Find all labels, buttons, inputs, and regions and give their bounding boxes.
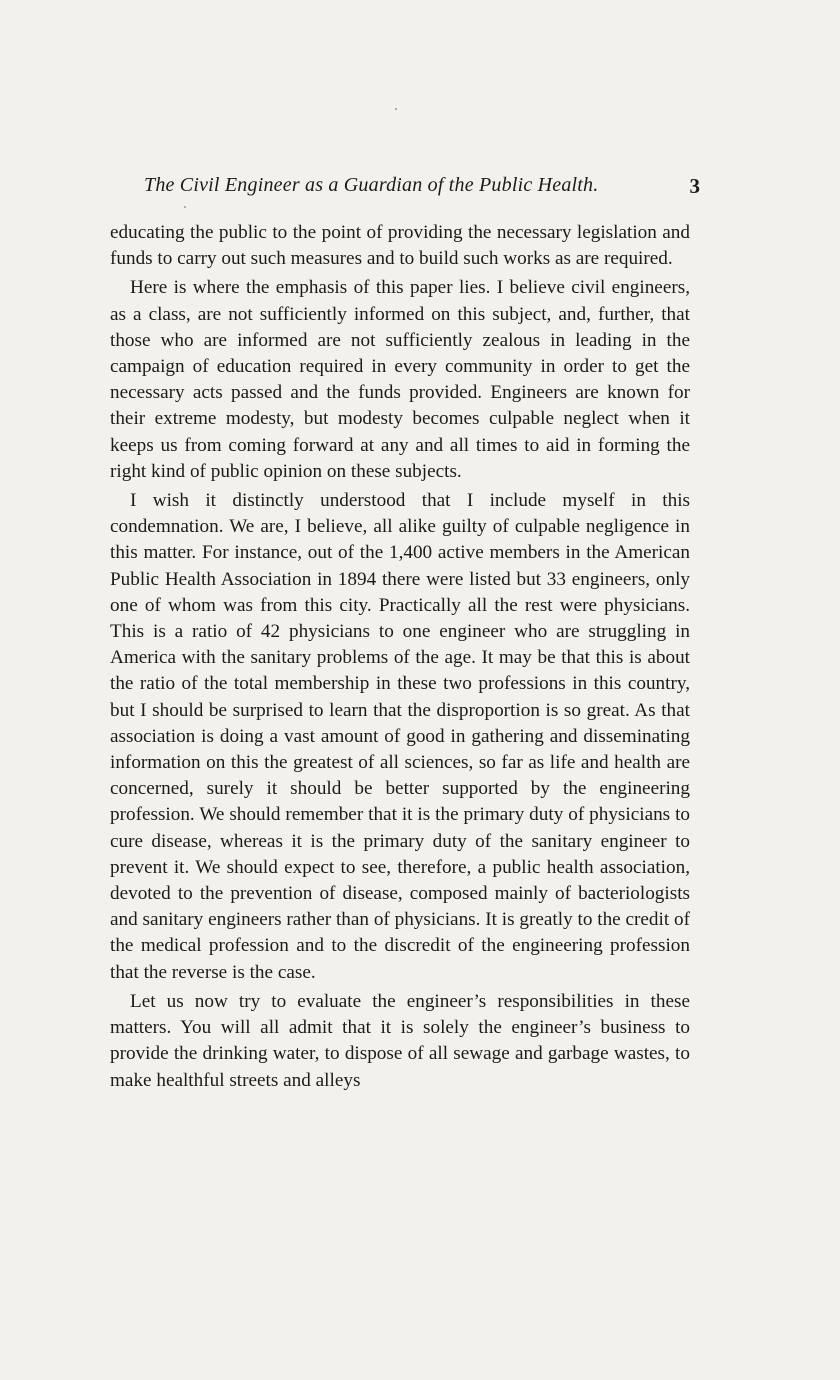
running-head: [110, 174, 700, 204]
paper-speck: [395, 108, 397, 110]
paragraph-continued: educating the public to the point of providing the necessary legislation and funds to carry out such measures and to build such works as are required.: [110, 222, 690, 270]
paragraph-emphasis: Here is where the emphasis of this paper lies. I believe civil engineers, as a class, are not sufficiently informed on this subject, and, further, that those who are informed are not sufficiently zealous in leading in the campaign of education required in every community in order to get the necessary acts passed and the funds provided. Engineers are known for their extreme modesty, but modesty becomes culpable neglect when it keeps us from coming forward at any and all times to aid in forming the right kind of public opinion on these subjects.: [110, 277, 690, 482]
paragraph-responsibilities: Let us now try to evaluate the engineer’s responsibilities in these matters. You will all admit that it is solely the engineer’s business to provide the drinking water, to dispose of all sewage and garbage wastes, to make healthful streets and alleys: [110, 990, 690, 1091]
paper-speck: [184, 206, 186, 208]
page-number: 3: [689, 174, 700, 198]
running-head-title: The Civil Engineer as a Guardian of the Public Health.: [144, 174, 599, 196]
paragraph-condemnation: I wish it distinctly understood that I include myself in this condemnation. We are, I believe, all alike guilty of culpable negligence in this matter. For instance, out of the 1,400 active members in the American Public Health Association in 1894 there were listed but 33 engineers, only one of whom was from this city. Practically all the rest were physicians. This is a ratio of 42 physicians to one engineer who are struggling in America with the sanitary problems of the age. It may be that this is about the ratio of the total membership in these two professions in this country, but I should be surprised to learn that the disproportion is so great. As that association is doing a vast amount of good in gathering and disseminating information on this the greatest of all sciences, so far as life and health are concerned, surely it should be better supported by the engineering profession. We should remember that it is the primary duty of physicians to cure disease, whereas it is the primary duty of the sanitary engineer to prevent it. We should expect to see, therefore, a public health association, devoted to the prevention of disease, composed mainly of bacteriologists and sanitary engineers rather than of physicians. It is greatly to the credit of the medical profession and to the discredit of the engineering profession that the reverse is the case.: [110, 490, 690, 983]
body-text: [110, 220, 690, 1094]
